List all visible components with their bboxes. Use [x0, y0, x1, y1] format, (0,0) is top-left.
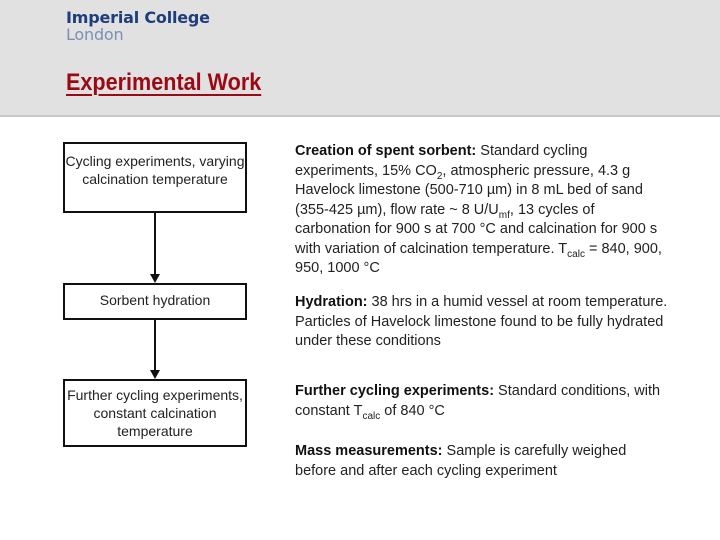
desc-further-text-2: of 840 °C [380, 402, 445, 419]
desc-spent-sub-1: 2 [436, 170, 443, 182]
desc-further-heading: Further cycling experiments: [295, 383, 495, 399]
logo-line1: Imperial College [66, 8, 210, 27]
desc-spent-text-1: Standard cycling experiments, 15% CO [295, 143, 588, 179]
desc-spent-text-3: , 13 cycles of carbonation for 900 s at 700 °C and calcination for 900 s with variation of calcination temperature. T [295, 201, 658, 257]
desc-further-sub-1: calc [362, 410, 381, 422]
flow-box-cycling-label: Cycling experiments, varying calcination temperature [65, 153, 245, 187]
slide-title: Experimental Work [66, 69, 262, 96]
flow-box-cycling [63, 142, 247, 213]
flow-arrow-2 [150, 370, 160, 379]
desc-spent-sorbent [295, 142, 670, 279]
flow-box-hydration [63, 283, 247, 320]
flow-arrow-1 [150, 274, 160, 283]
flow-connector-1 [154, 213, 156, 276]
desc-further-text-1: Standard conditions, with constant T [295, 383, 661, 419]
desc-hydration-text: 38 hrs in a humid vessel at room temperature. Particles of Havelock limestone found to be fully hydrated under these conditions [295, 294, 668, 349]
logo-line2: London [66, 25, 124, 44]
flow-box-further-cycling [63, 379, 247, 447]
flow-connector-2 [154, 320, 156, 372]
desc-spent-sub-2: mf [498, 209, 510, 221]
flow-box-hydration-label: Sorbent hydration [99, 292, 211, 308]
desc-further-cycling [295, 382, 670, 421]
imperial-college-logo[interactable] [66, 9, 210, 43]
desc-hydration [295, 293, 670, 352]
desc-spent-heading: Creation of spent sorbent: [295, 143, 477, 159]
desc-spent-sub-3: calc [567, 248, 585, 260]
desc-spent-text-2: , atmospheric pressure, 4.3 g Havelock limestone (500-710 µm) in 8 mL bed of sand (355-425 µm), flow rate ~ 8 U/U [295, 162, 643, 218]
header-banner [0, 0, 720, 117]
desc-hydration-heading: Hydration: [295, 294, 368, 310]
desc-mass-heading: Mass measurements: [295, 443, 443, 459]
flow-box-further-cycling-label: Further cycling experiments, constant calcination temperature [67, 387, 243, 439]
desc-spent-text-4: = 840, 900, 950, 1000 °C [295, 240, 662, 276]
desc-mass-text: Sample is carefully weighed before and after each cycling experiment [295, 443, 627, 479]
desc-mass-measurements [295, 442, 670, 481]
